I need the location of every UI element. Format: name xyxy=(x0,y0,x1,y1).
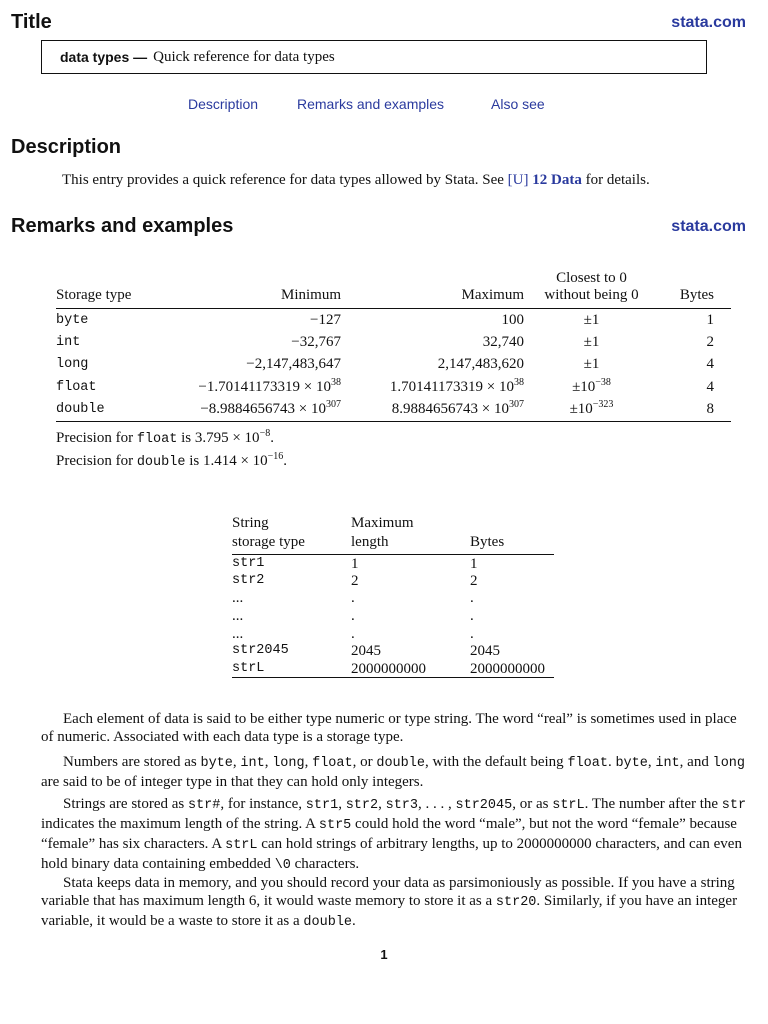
col-storage-type: Storage type xyxy=(56,287,132,303)
page-number: 1 xyxy=(380,947,388,962)
table-row: ... . . xyxy=(232,625,474,642)
remarks-heading: Remarks and examples xyxy=(11,215,234,237)
description-text-before: This entry provides a quick reference for data types allowed by Stata. See xyxy=(62,172,504,188)
col-bytes: Bytes xyxy=(679,287,714,303)
table-row: str1 1 1 xyxy=(232,555,478,572)
table-header-row xyxy=(232,514,554,555)
description-heading: Description xyxy=(11,136,122,158)
nav-link-description[interactable]: Description xyxy=(188,96,259,112)
col-minimum: Minimum xyxy=(280,287,341,303)
table-row: strL 2000000000 2000000000 xyxy=(232,660,554,678)
table-row: str2045 2045 2045 xyxy=(232,643,500,660)
table-row: double $-8.9884656743 \times 10^{307}$ $8.9884656743 \times 10^{307}$ $\pm 10^{-323}$ 8 xyxy=(56,399,731,422)
col-maximum: Maximum xyxy=(461,287,524,303)
col-string-bytes: Bytes xyxy=(470,534,505,550)
ref-12-data-link[interactable]: 12 Data xyxy=(532,172,582,188)
paragraph-strings: Strings are stored as str#, for instance, str1, str2, str3, . . . , str2045, or as strL. The number after the str indicates the maximum length of the string. A str5 could hold the word “male”, but not the word “female” because “female” has six characters. A strL can hold strings of arbitrary lengths, up to 2000000000 characters, and can even hold binary data containing embedded \0 characters. xyxy=(41,796,747,873)
paragraph-data-elements: Each element of data is said to be either type numeric or type string. The word “real” is sometimes used in place of numeric. Associated with each data type is a storage type. xyxy=(41,711,737,745)
col-max-length: Maximum length xyxy=(351,515,414,550)
table-header-row xyxy=(56,270,731,309)
col-closest: Closest to 0 without being 0 xyxy=(544,270,639,303)
numeric-storage-table xyxy=(56,270,731,422)
entry-description: Quick reference for data types xyxy=(153,48,335,65)
stata-brand-link[interactable]: stata.com xyxy=(671,14,746,31)
nav-link-also-see[interactable]: Also see xyxy=(491,96,545,112)
table-row: byte −127 100 ±1 1 xyxy=(56,311,714,328)
table-row: long −2,147,483,647 2,147,483,620 ±1 4 xyxy=(56,356,714,373)
string-storage-table xyxy=(232,514,554,678)
col-string-type: String storage type xyxy=(232,515,305,550)
paragraph-numbers: Numbers are stored as byte, int, long, float, or double, with the default being float. byte, int, and long are said to be of integer type in that they can hold only integers. xyxy=(41,754,745,790)
page-title: Title xyxy=(11,11,52,33)
table-row: ... . . xyxy=(232,608,474,625)
table-row: float $-1.70141173319 \times 10^{38}$ $1.70141173319 \times 10^{38}$ $\pm 10^{-38}$ 4 xyxy=(56,376,714,395)
entry-command: data types — xyxy=(60,49,148,65)
description-text-after: for details. xyxy=(585,172,650,188)
table-row: str2 2 2 xyxy=(232,572,478,589)
ref-manual-link[interactable]: [U] xyxy=(507,172,529,188)
stata-brand-link-2[interactable]: stata.com xyxy=(671,218,746,235)
nav-link-remarks[interactable]: Remarks and examples xyxy=(297,96,445,112)
description-text xyxy=(62,171,752,189)
paragraph-memory: Stata keeps data in memory, and you should record your data as parsimoniously as possible. If you have a string variable that has maximum length 6, it would waste memory to store it as a str20. Similarly, if you have an integer variable, it would be a waste to store it as a double. xyxy=(41,875,738,930)
entry-title-box xyxy=(41,40,707,74)
table-row: int −32,767 32,740 ±1 2 xyxy=(56,333,714,350)
precision-double: Precision for double is $1.414 \times 10^{-16}$. xyxy=(56,451,288,470)
precision-float: Precision for float is $3.795 \times 10^{-8}$. xyxy=(56,428,274,447)
table-row: ... . . xyxy=(232,590,474,607)
